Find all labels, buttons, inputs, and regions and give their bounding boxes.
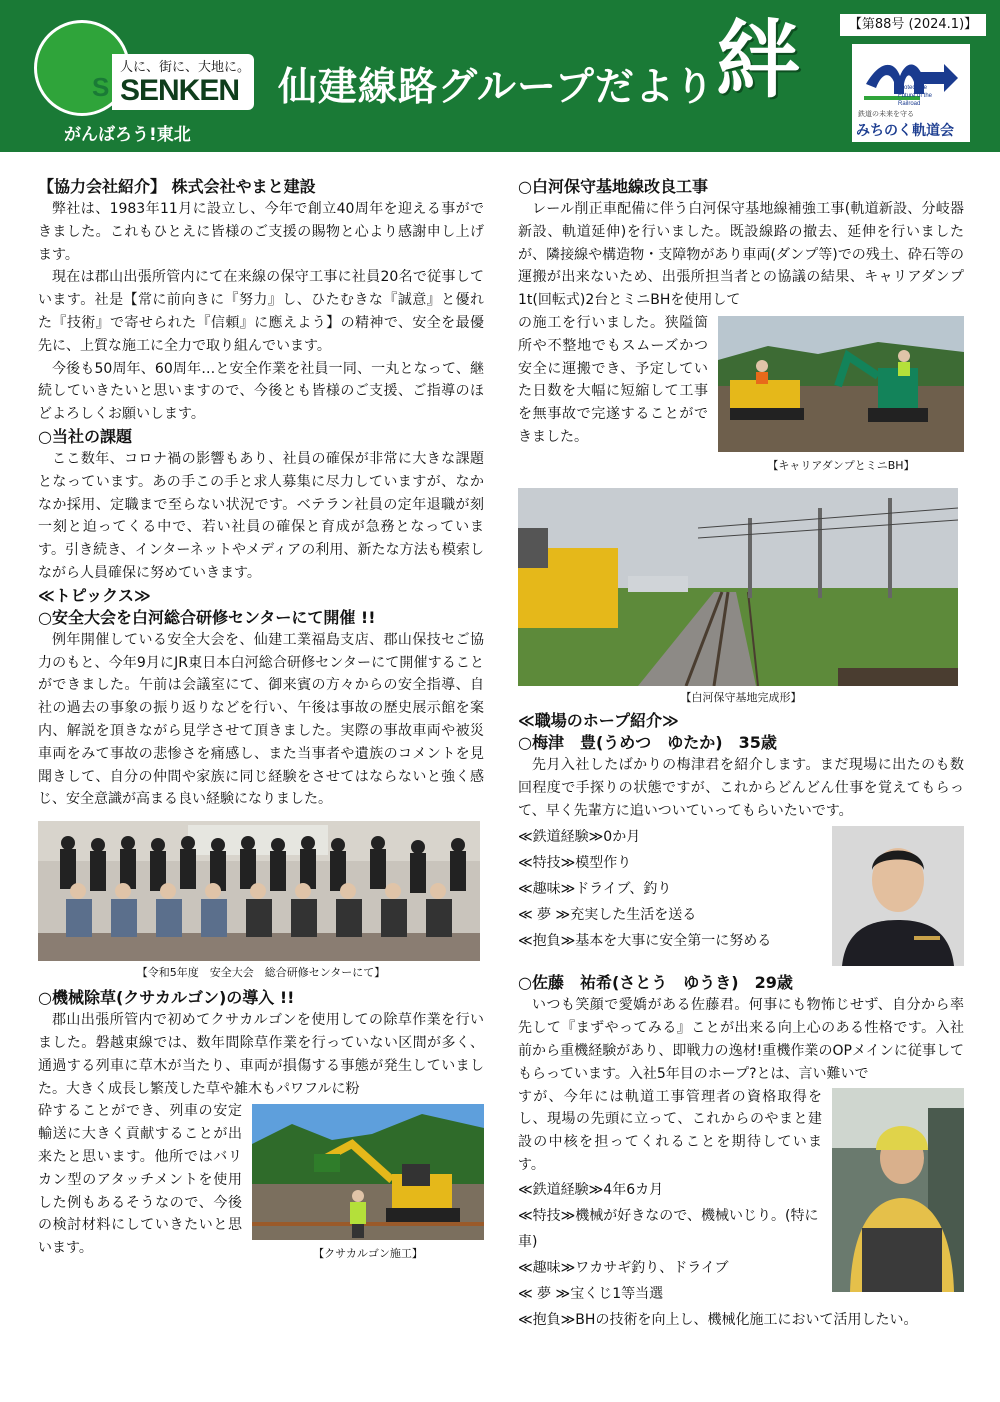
sato-heading: ○佐藤 祐希(さとう ゆうき) 29歳 [518,973,793,993]
senken-logo-name: SENKEN [120,74,240,107]
association-subtitle: 鉄道の未来を守る [858,110,914,118]
sato-intro-2: すが、今年には軌道工事管理者の資格取得をし、現場の先頭に立って、これからのやまと建設の中核を担ってくれることを期待しています。 [518,1088,822,1173]
umetsu-heading: ○梅津 豊(うめつ ゆたか) 35歳 [518,732,777,752]
umetsu-wrap [518,822,964,966]
association-english: Protect the Future of the Railroad [898,85,933,107]
carrier-dump-photo [718,316,964,452]
umetsu-profile-item: ≪抱負≫基本を大事に安全第一に努める [518,933,772,950]
sato-wrap [518,1086,964,1333]
senken-logo-tagline: 人に、街に、大地に。 [120,60,251,75]
issues-heading: ○当社の課題 [38,426,132,446]
issues-paragraph: ここ数年、コロナ禍の影響もあり、社員の確保が非常に大きな課題となっています。あの手この手と求人募集に尽力していますが、なかなか採用、定職まで至らない状況です。ベテラン社員の定年退職が刻一刻と迫ってくる中で、若い社員の確保と育成が急務となっています。引き続き、インターネットやメディアの利用、新たな方法も模索しながら人員確保に努めていきます。 [38,450,484,581]
issue-number: 【第88号 (2024.1)】 [840,14,986,36]
slogan: がんばろう!東北 [64,125,191,145]
shirakawa-heading: ○白河保守基地線改良工事 [518,177,708,196]
mower-photo-caption: 【クサカルゴン施工】 [313,1247,423,1261]
sato-intro-1: いつも笑顔で愛嬌がある佐藤君。何事にも物怖じせず、自分から率先して『まずやってみる』ことが出来る向上心のある性格です。入社前から重機経験があり、即戦力の逸材!重機作業のOPメインに従事してもらっています。入社5年目のホープ?とは、言い難いで [518,997,964,1082]
umetsu-profile-item: ≪特技≫模型作り [518,855,632,872]
left-column [38,176,484,1262]
senken-logo-letter: S [92,72,110,102]
base-photo-caption: 【白河保守基地完成形】 [680,690,802,704]
carrier-photo-caption: 【キャリアダンプとミニBH】 [767,458,915,472]
topics-heading: ≪トピックス≫ [38,585,151,605]
partner-heading: 【協力会社紹介】 株式会社やまと建設 [38,177,316,196]
mower-wrap [38,1100,484,1260]
mower-paragraph-1: 郡山出張所管内で初めてクサカルゴンを使用しての除草作業を行いました。磐越東線では、数年間除草作業を行っていない区間が多く、通過する列車に草木が当たり、車両が損傷する事態が発生していました。大きく成長し繁茂した草や雑木もパワフルに粉 [38,1012,484,1097]
mower-heading: ○機械除草(クサカルゴン)の導入 !! [38,988,295,1008]
shirakawa-paragraph-1: レール削正車配備に伴う白河保守基地線補強工事(軌道新設、分岐器新設、軌道延伸)を行いました。既設線路の撤去、延伸を行いましたが、隣接線や構造物・支障物があり車両(ダンプ等)での残土、砕石等の運搬が出来ないため、出張所担当者との協議の結果、キャリアダンプ1t(回転式)2台とミニBHを使用して [518,201,964,309]
mower-photo-block [252,1104,484,1262]
safety-meeting-photo [38,821,480,961]
partner-paragraph-2: 現在は郡山出張所管内にて在来線の保守工事に社員20名で従事しています。社是【常に前向きに『努力』し、ひたむきな『誠意』と優れた『技術』で寄せられた『信頼』に應えよう】の精神で、安全を最優先に、上質な施工に全力で取り組んでいます。 [38,269,484,354]
shirakawa-wrap [518,312,964,478]
partner-paragraph-3: 今後も50周年、60周年…と安全作業を社員一同、一丸となって、継続していきたいと思いますので、今後とも皆様のご支援、ご指導のほどよろしくお願いします。 [38,360,484,423]
maintenance-base-photo [518,488,958,686]
sato-profile-item: ≪趣味≫ワカサギ釣り、ドライブ [518,1259,729,1276]
sato-profile-item: ≪特技≫機械が好きなので、機械いじり。(特に車) [518,1207,819,1250]
sato-profile-item: ≪抱負≫BHの技術を向上し、機械化施工において活用したい。 [518,1311,918,1328]
umetsu-portrait [832,826,964,966]
umetsu-profile-item: ≪鉄道経験≫0か月 [518,829,641,846]
umetsu-profile-item: ≪ 夢 ≫充実した生活を送る [518,907,697,924]
partner-paragraph-1: 弊社は、1983年11月に設立し、今年で創立40周年を迎える事ができました。これもひとえに皆様のご支援の賜物と心より感謝申し上げます。 [38,201,484,263]
hope-heading: ≪職場のホープ紹介≫ [518,710,679,730]
safety-heading: ○安全大会を白河総合研修センターにて開催 !! [38,607,376,627]
carrier-photo-block [718,316,964,474]
sato-profile-item: ≪ 夢 ≫宝くじ1等当選 [518,1285,664,1302]
sato-profile-item: ≪鉄道経験≫4年6カ月 [518,1181,664,1198]
mower-paragraph-2: 砕することができ、列車の安定輸送に大きく貢献することが出来たと思います。他所ではバリカン型のアタッチメントを使用した例もあるそうなので、今後の検討材料にしていきたいと思います。 [38,1103,242,1257]
right-column [518,176,964,1333]
association-name: みちのく軌道会 [856,123,954,139]
umetsu-profile-item: ≪趣味≫ドライブ、釣り [518,881,672,898]
safety-photo-caption: 【令和5年度 安全大会 総合研修センターにて】 [136,966,386,980]
newsletter-title: 仙建線路グループだより [278,65,715,110]
umetsu-intro: 先月入社したばかりの梅津君を紹介します。まだ現場に出たのも数回程度で手探りの状態ですが、これからどんどん仕事を覚えてもらって、早く先輩方に追いついていってもらいたいです。 [518,756,964,819]
safety-paragraph: 例年開催している安全大会を、仙建工業福島支店、郡山保技セご協力のもと、今年9月にJR東日本白河総合研修センターにて開催することができました。午前は会議室にて、御来賓の方々からの安全指導、自社の過去の事象の振り返りなどを行い、午後は事故の歴史展示館を案内、解説を頂きながら見学させて頂きました。実際の事故車両や被災車両をみて事故の悲惨さを痛感し、また当事者や遺族のコメントを見聞きして、自分の仲間や家族に同じ経験をさせてはならないと強く感じ、安全意識が高まる良い経験になりました。 [38,631,484,808]
sato-portrait [832,1088,964,1292]
shirakawa-paragraph-2: の施工を行いました。狭隘箇所や不整地でもスムーズかつ安全に運搬でき、予定していた日数を大幅に短縮して工事を無事故で完遂することができました。 [518,314,708,445]
kusakarugon-photo [252,1104,484,1240]
header-banner [0,0,1000,152]
kizuna-title: 絆 [716,10,801,109]
